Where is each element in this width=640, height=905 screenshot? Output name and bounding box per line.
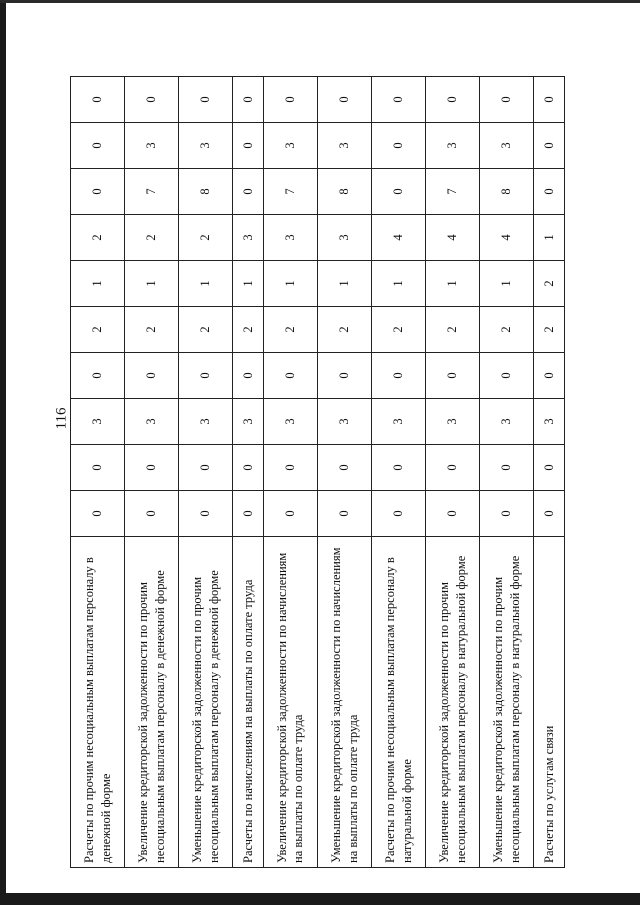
- code-digit-cell: 3: [125, 123, 179, 169]
- code-digit-cell: 1: [480, 261, 534, 307]
- code-digit-cell: 4: [426, 215, 480, 261]
- code-digit-cell: 1: [71, 261, 125, 307]
- code-digit-cell: 3: [125, 399, 179, 445]
- code-digit-cell: 3: [263, 399, 317, 445]
- code-digit-cell: 0: [480, 491, 534, 537]
- code-digit-cell: 2: [263, 307, 317, 353]
- code-digit-cell: 0: [426, 445, 480, 491]
- code-digit-cell: 0: [233, 491, 264, 537]
- code-digit-cell: 3: [372, 399, 426, 445]
- code-digit-cell: 0: [480, 77, 534, 123]
- code-digit-cell: 2: [317, 307, 371, 353]
- code-digit-cell: 3: [263, 123, 317, 169]
- code-digit-cell: 0: [125, 77, 179, 123]
- code-digit-cell: 2: [426, 307, 480, 353]
- code-digit-cell: 3: [426, 123, 480, 169]
- code-digit-cell: 8: [179, 169, 233, 215]
- code-digit-cell: 0: [179, 353, 233, 399]
- code-digit-cell: 0: [480, 445, 534, 491]
- row-label: Увеличение кредиторской задолженности по начислениям на выплаты по оплате труда: [263, 537, 317, 868]
- code-digit-cell: 3: [233, 215, 264, 261]
- code-digit-cell: 3: [317, 123, 371, 169]
- code-digit-cell: 0: [233, 123, 264, 169]
- code-digit-cell: 3: [534, 399, 565, 445]
- table-row: [317, 77, 371, 868]
- table-row: [179, 77, 233, 868]
- code-digit-cell: 1: [179, 261, 233, 307]
- row-label: Увеличение кредиторской задолженности по прочим несоциальным выплатам персоналу в денежной форме: [125, 537, 179, 868]
- code-digit-cell: 0: [317, 353, 371, 399]
- code-digit-cell: 2: [179, 215, 233, 261]
- code-digit-cell: 1: [317, 261, 371, 307]
- code-digit-cell: 0: [233, 445, 264, 491]
- code-digit-cell: 8: [317, 169, 371, 215]
- code-digit-cell: 0: [534, 77, 565, 123]
- code-digit-cell: 3: [71, 399, 125, 445]
- account-codes-table: [70, 76, 565, 868]
- code-digit-cell: 3: [480, 399, 534, 445]
- code-digit-cell: 0: [372, 491, 426, 537]
- row-label: Увеличение кредиторской задолженности по прочим несоциальным выплатам персоналу в натуральной форме: [426, 537, 480, 868]
- code-digit-cell: 1: [263, 261, 317, 307]
- code-digit-cell: 2: [71, 215, 125, 261]
- row-label: Уменьшение кредиторской задолженности по прочим несоциальным выплатам персоналу в натуральной форме: [480, 537, 534, 868]
- code-digit-cell: 0: [233, 169, 264, 215]
- code-digit-cell: 3: [263, 215, 317, 261]
- row-label: Расчеты по начислениям на выплаты по оплате труда: [233, 537, 264, 868]
- code-digit-cell: 0: [534, 169, 565, 215]
- code-digit-cell: 2: [179, 307, 233, 353]
- code-digit-cell: 3: [317, 399, 371, 445]
- scan-border-bottom: [0, 893, 640, 905]
- code-digit-cell: 1: [372, 261, 426, 307]
- code-digit-cell: 0: [426, 77, 480, 123]
- table-row: [480, 77, 534, 868]
- code-digit-cell: 0: [263, 445, 317, 491]
- code-digit-cell: 0: [372, 169, 426, 215]
- code-digit-cell: 0: [179, 445, 233, 491]
- code-digit-cell: 0: [534, 353, 565, 399]
- code-digit-cell: 0: [233, 77, 264, 123]
- code-digit-cell: 0: [263, 353, 317, 399]
- row-label: Уменьшение кредиторской задолженности по прочим несоциальным выплатам персоналу в денежной форме: [179, 537, 233, 868]
- code-digit-cell: 0: [480, 353, 534, 399]
- code-digit-cell: 1: [125, 261, 179, 307]
- code-digit-cell: 0: [372, 123, 426, 169]
- code-digit-cell: 2: [534, 307, 565, 353]
- code-digit-cell: 0: [534, 123, 565, 169]
- code-digit-cell: 3: [233, 399, 264, 445]
- code-digit-cell: 0: [71, 353, 125, 399]
- code-digit-cell: 7: [263, 169, 317, 215]
- code-digit-cell: 7: [125, 169, 179, 215]
- table-row: [125, 77, 179, 868]
- code-digit-cell: 2: [233, 307, 264, 353]
- code-digit-cell: 7: [426, 169, 480, 215]
- row-label: Уменьшение кредиторской задолженности по начислениям на выплаты по оплате труда: [317, 537, 371, 868]
- rotated-table-container: [70, 76, 565, 868]
- code-digit-cell: 1: [426, 261, 480, 307]
- code-digit-cell: 0: [263, 77, 317, 123]
- code-digit-cell: 3: [317, 215, 371, 261]
- code-digit-cell: 0: [125, 353, 179, 399]
- code-digit-cell: 0: [71, 169, 125, 215]
- code-digit-cell: 2: [372, 307, 426, 353]
- code-digit-cell: 0: [263, 491, 317, 537]
- row-label: Расчеты по прочим несоциальным выплатам персоналу в натуральной форме: [372, 537, 426, 868]
- scan-border-top: [0, 0, 640, 3]
- code-digit-cell: 2: [71, 307, 125, 353]
- code-digit-cell: 2: [125, 215, 179, 261]
- table-row: [426, 77, 480, 868]
- code-digit-cell: 0: [71, 445, 125, 491]
- code-digit-cell: 2: [480, 307, 534, 353]
- code-digit-cell: 8: [480, 169, 534, 215]
- code-digit-cell: 3: [179, 123, 233, 169]
- code-digit-cell: 0: [125, 445, 179, 491]
- code-digit-cell: 0: [426, 353, 480, 399]
- row-label: Расчеты по услугам связи: [534, 537, 565, 868]
- code-digit-cell: 0: [71, 491, 125, 537]
- code-digit-cell: 0: [426, 491, 480, 537]
- code-digit-cell: 3: [179, 399, 233, 445]
- code-digit-cell: 0: [317, 445, 371, 491]
- table-row: [71, 77, 125, 868]
- code-digit-cell: 1: [534, 215, 565, 261]
- code-digit-cell: 0: [179, 77, 233, 123]
- code-digit-cell: 2: [125, 307, 179, 353]
- code-digit-cell: 3: [480, 123, 534, 169]
- code-digit-cell: 0: [71, 123, 125, 169]
- row-label: Расчеты по прочим несоциальным выплатам персоналу в денежной форме: [71, 537, 125, 868]
- code-digit-cell: 0: [534, 491, 565, 537]
- table-row: [372, 77, 426, 868]
- code-digit-cell: 0: [372, 77, 426, 123]
- scan-border-left: [0, 0, 6, 905]
- table-row: [233, 77, 264, 868]
- code-digit-cell: 0: [317, 77, 371, 123]
- code-digit-cell: 1: [233, 261, 264, 307]
- code-digit-cell: 3: [426, 399, 480, 445]
- code-digit-cell: 0: [179, 491, 233, 537]
- code-digit-cell: 0: [71, 77, 125, 123]
- code-digit-cell: 0: [372, 445, 426, 491]
- table-row: [534, 77, 565, 868]
- code-digit-cell: 0: [125, 491, 179, 537]
- table-row: [263, 77, 317, 868]
- code-digit-cell: 0: [317, 491, 371, 537]
- code-digit-cell: 0: [233, 353, 264, 399]
- code-digit-cell: 2: [534, 261, 565, 307]
- code-digit-cell: 0: [372, 353, 426, 399]
- code-digit-cell: 0: [534, 445, 565, 491]
- code-digit-cell: 4: [372, 215, 426, 261]
- page-number: 116: [53, 407, 70, 430]
- code-digit-cell: 4: [480, 215, 534, 261]
